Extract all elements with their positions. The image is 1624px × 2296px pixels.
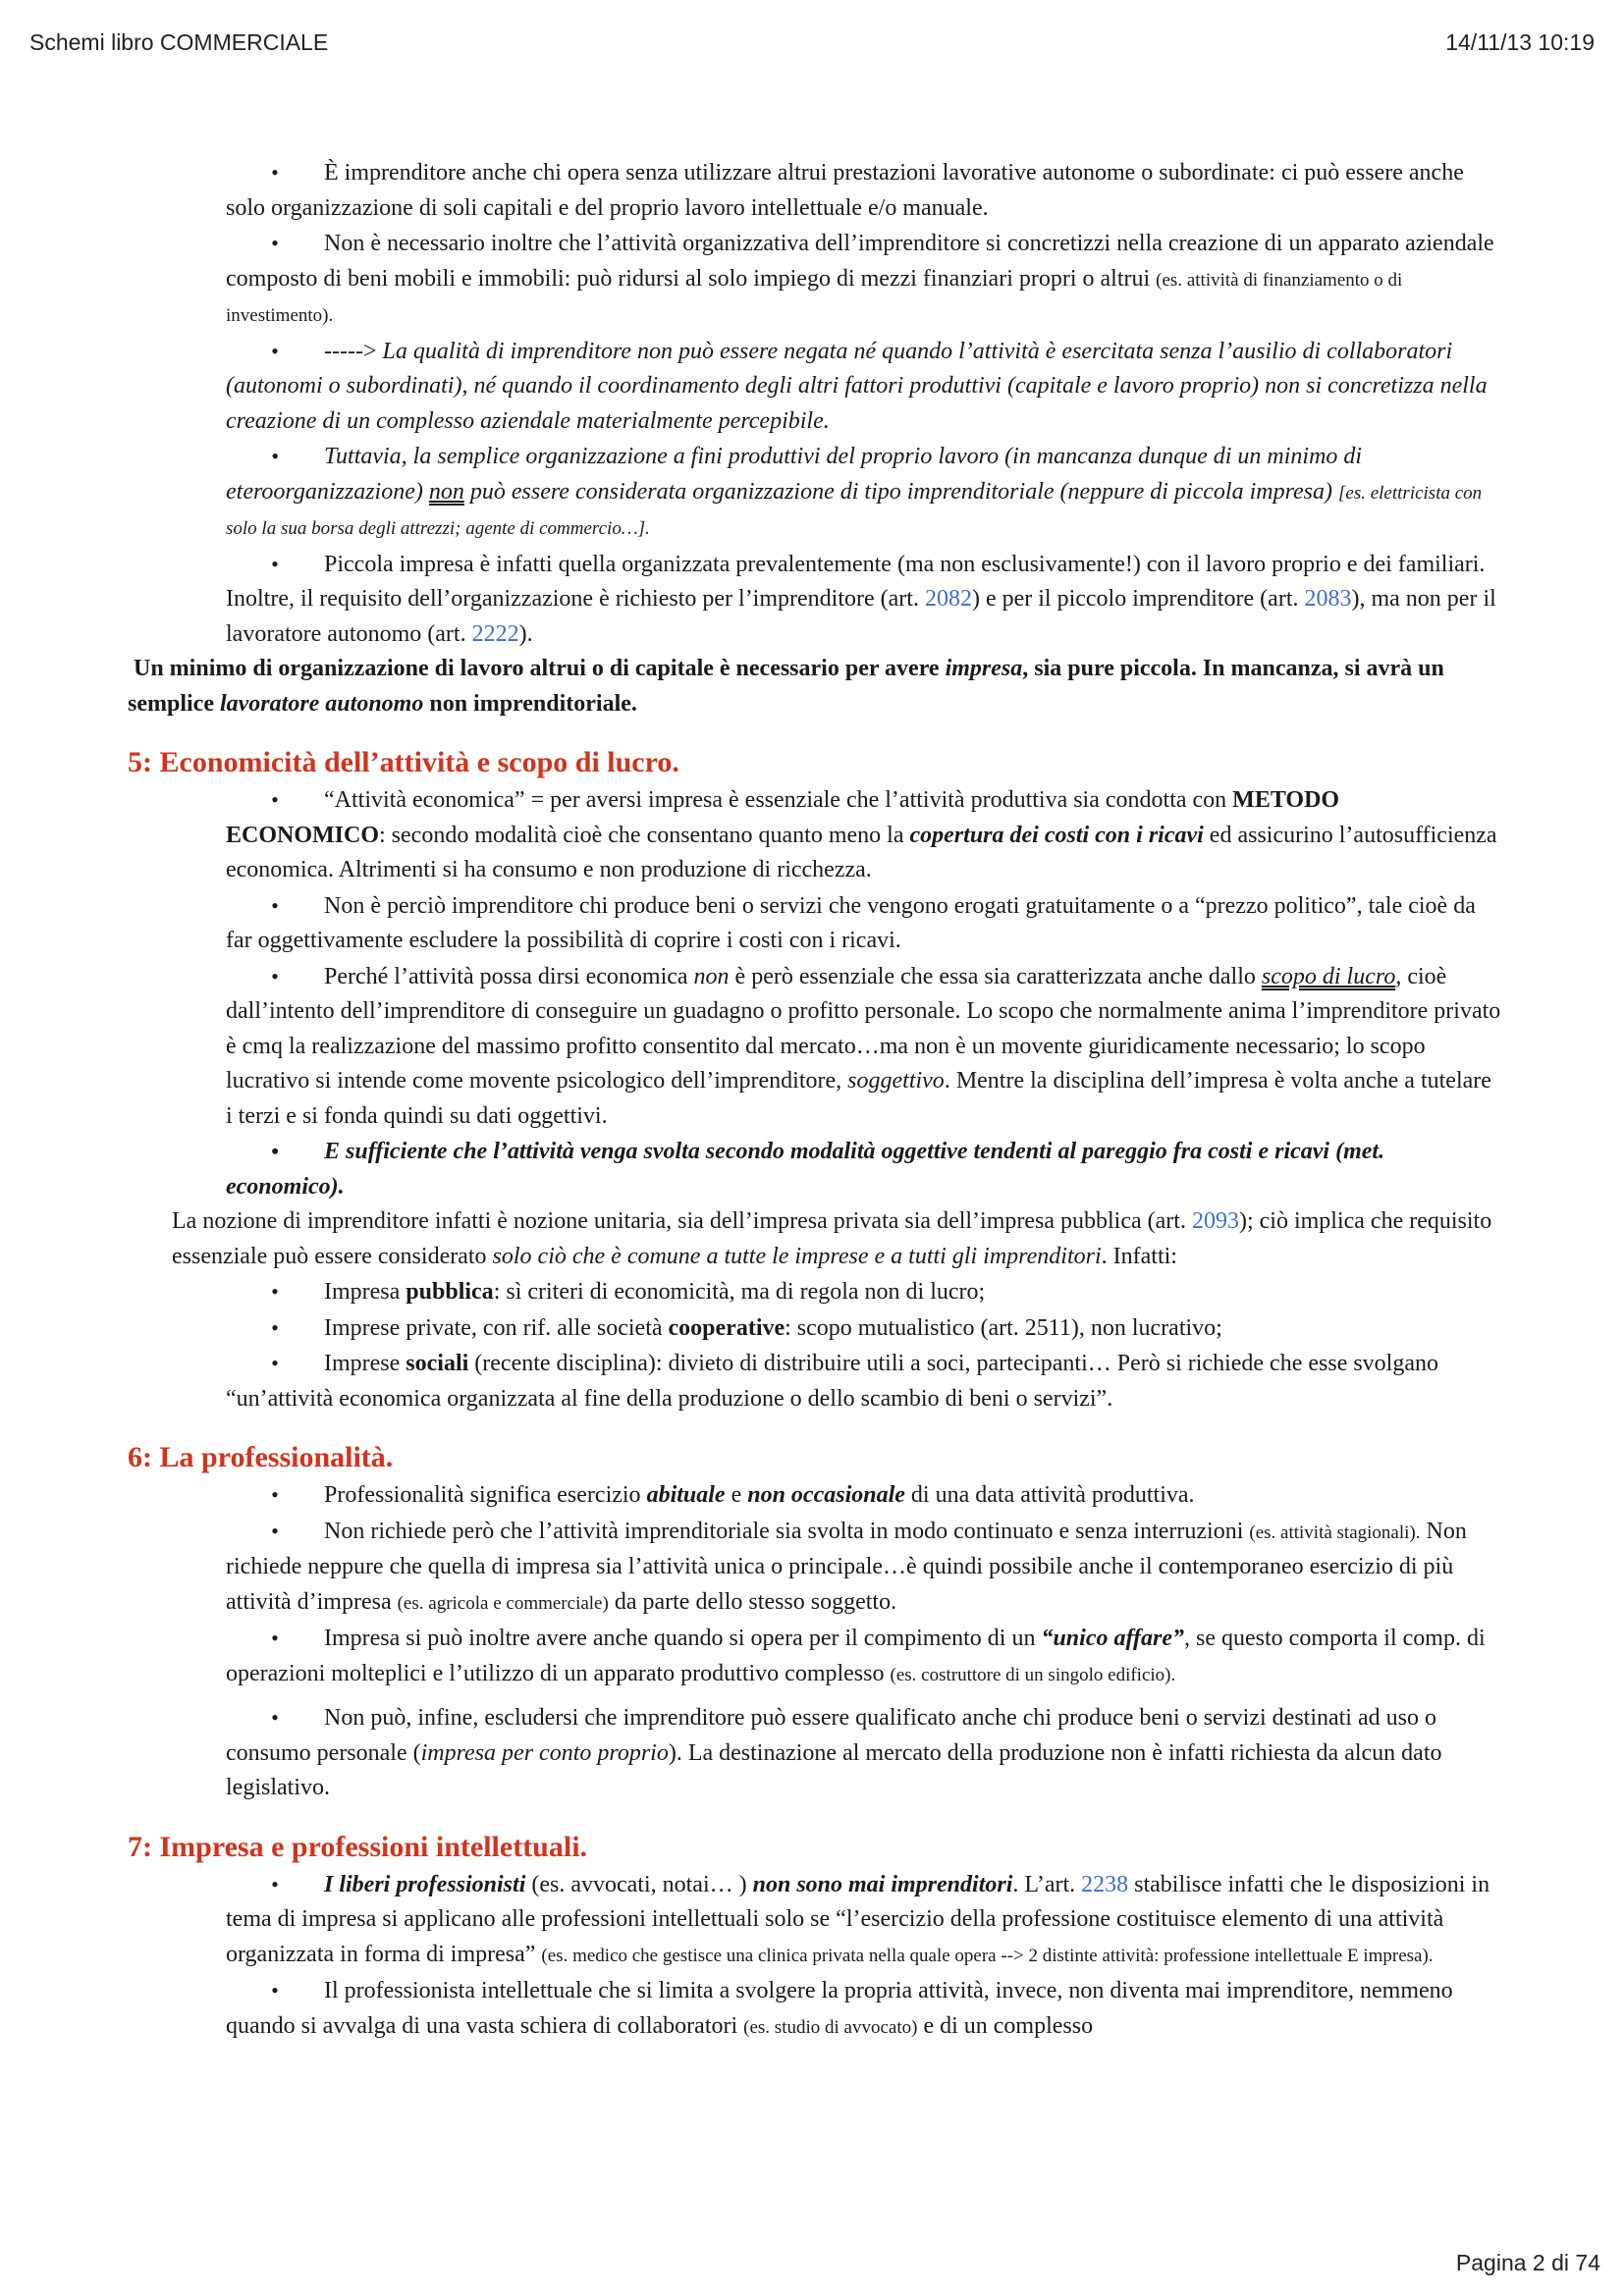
bullet-icon <box>226 1310 324 1347</box>
s6-bullet-3: •Impresa si può inoltre avere anche quando si opera per il compimento di un “unico affare”, se questo comporta il comp. di operazioni molteplici e l’utilizzo di un apparato produttivo complesso (es. costruttore di un singolo edificio). <box>128 1621 1502 1692</box>
article-link-2082[interactable]: 2082 <box>924 586 972 612</box>
bullet-icon <box>226 334 324 370</box>
bullet-icon <box>226 1973 324 2009</box>
article-link-2222[interactable]: 2222 <box>471 620 519 647</box>
bullet-icon <box>226 155 324 191</box>
intro-bullet-3: •-----> La qualità di imprenditore non può essere negata né quando l’attività è esercitata senza l’ausilio di collaboratori (autonomi o subordinati), né quando il coordinamento degli altri fattori produttivi (capitale e lavoro proprio) non si concretizza nella creazione di un complesso aziendale materialmente percepibile. <box>128 334 1502 440</box>
bullet-icon <box>226 1346 324 1382</box>
intro-bullet-1: •È imprenditore anche chi opera senza utilizzare altrui prestazioni lavorative autonome o subordinate: ci può essere anche solo organizzazione di soli capitali e del proprio lavoro intellettuale e/o manuale. <box>128 155 1502 226</box>
page-content <box>128 155 1502 2045</box>
section-5-title: 5: Economicità dell’attività e scopo di lucro. <box>128 746 679 778</box>
article-link-2238[interactable]: 2238 <box>1081 1871 1129 1897</box>
s5-bullet-3: •Perché l’attività possa dirsi economica non è però essenziale che essa sia caratterizzata anche dallo scopo di lucro, cioè dall’intento dell’imprenditore di conseguire un guadagno o profitto personale. Lo scopo che normalmente anima l’imprenditore privato è cmq la realizzazione del massimo profitto consentito dal mercato…ma non è un movente giuridicamente necessario; lo scopo lucrativo si intende come movente psicologico dell’imprenditore, soggettivo. Mentre la disciplina dell’impresa è volta anche a tutelare i terzi e si fonda quindi su dati oggettivi. <box>128 959 1502 1135</box>
bullet-icon <box>226 1274 324 1310</box>
bullet-icon <box>226 1134 324 1170</box>
s6-bullet-2: •Non richiede però che l’attività imprenditoriale sia svolta in modo continuato e senza interruzioni (es. attività stagionali). Non richiede neppure che quella di impresa sia l’attività unica o principale…è quindi possibile anche il contemporaneo esercizio di più attività d’impresa (es. agricola e commerciale) da parte dello stesso soggetto. <box>128 1514 1502 1622</box>
bullet-icon <box>226 226 324 262</box>
bullet-icon <box>226 888 324 925</box>
print-datetime: 14/11/13 10:19 <box>1445 29 1595 55</box>
s5-bullet-2: •Non è perciò imprenditore chi produce beni o servizi che vengono erogati gratuitamente o a “prezzo politico”, tale cioè da far oggettivamente escludere la possibilità di coprire i costi con i ricavi. <box>128 888 1502 959</box>
s5-list-1: •Impresa pubblica: sì criteri di economicità, ma di regola non di lucro; <box>128 1274 1502 1310</box>
s7-bullet-1: •I liberi professionisti (es. avvocati, notai… ) non sono mai imprenditori. L’art. 2238 stabilisce infatti che le disposizioni in tema di impresa si applicano alle professioni intellettuali solo se “l’esercizio della professione costituisce elemento di una attività organizzata in forma di impresa” (es. medico che gestisce una clinica privata nella quale opera --> 2 distinte attività: professione intellettuale E impresa). <box>128 1867 1502 1974</box>
intro-bold-note: Un minimo di organizzazione di lavoro altrui o di capitale è necessario per avere impresa, sia pure piccola. In mancanza, si avrà un semplice lavoratore autonomo non imprenditoriale. <box>128 656 1444 717</box>
intro-bullet-2: •Non è necessario inoltre che l’attività organizzativa dell’imprenditore si concretizzi nella creazione di un apparato aziendale composto di beni mobili e immobili: può ridursi al solo impiego di mezzi finanziari propri o altrui (es. attività di finanziamento o di investimento). <box>128 226 1502 334</box>
s7-bullet-2: •Il professionista intellettuale che si limita a svolgere la propria attività, invece, non diventa mai imprenditore, nemmeno quando si avvalga di una vasta schiera di collaboratori (es. studio di avvocato) e di un complesso <box>128 1973 1502 2045</box>
s5-bullet-4: •E sufficiente che l’attività venga svolta secondo modalità oggettive tendenti al pareggio fra costi e ricavi (met. economico). <box>128 1134 1502 1204</box>
section-7-title: 7: Impresa e professioni intellettuali. <box>128 1830 588 1863</box>
bullet-icon <box>226 1621 324 1657</box>
s5-list-3: •Imprese sociali (recente disciplina): divieto di distribuire utili a soci, partecipanti… Però si richiede che esse svolgano “un’attività economica organizzata al fine della produzione o dello scambio di beni o servizi”. <box>128 1346 1502 1416</box>
bullet-icon <box>226 547 324 583</box>
s5-paragraph: La nozione di imprenditore infatti è nozione unitaria, sia dell’impresa privata sia dell’impresa pubblica (art. 2093); ciò implica che requisito essenziale può essere considerato solo ciò che è comune a tutte le imprese e a tutti gli imprenditori. Infatti: <box>172 1208 1492 1269</box>
bullet-icon <box>226 959 324 995</box>
page-number: Pagina 2 di 74 <box>1455 2250 1600 2275</box>
bullet-icon <box>226 1514 324 1550</box>
s6-bullet-1: •Professionalità significa esercizio abituale e non occasionale di una data attività produttiva. <box>128 1477 1502 1514</box>
s5-bullet-1: •“Attività economica” = per aversi impresa è essenziale che l’attività produttiva sia condotta con METODO ECONOMICO: secondo modalità cioè che consentano quanto meno la copertura dei costi con i ricavi ed assicurino l’autosufficienza economica. Altrimenti si ha consumo e non produzione di ricchezza. <box>128 782 1502 888</box>
intro-bullet-5: •Piccola impresa è infatti quella organizzata prevalentemente (ma non esclusivamente!) con il lavoro proprio e dei familiari. Inoltre, il requisito dell’organizzazione è richiesto per l’imprenditore (art. 2082) e per il piccolo imprenditore (art. 2083), ma non per il lavoratore autonomo (art. 2222). <box>128 547 1502 653</box>
document-title: Schemi libro COMMERCIALE <box>29 29 329 55</box>
bullet-icon <box>226 782 324 819</box>
article-link-2083[interactable]: 2083 <box>1304 586 1352 612</box>
s5-list-2: •Imprese private, con rif. alle società cooperative: scopo mutualistico (art. 2511), non lucrativo; <box>128 1310 1502 1347</box>
article-link-2093[interactable]: 2093 <box>1191 1208 1239 1234</box>
bullet-icon <box>226 1700 324 1736</box>
intro-bullet-4: •Tuttavia, la semplice organizzazione a fini produttivi del proprio lavoro (in mancanza dunque di un minimo di eteroorganizzazione) non può essere considerata organizzazione di tipo imprenditoriale (neppure di piccola impresa) [es. elettricista con solo la sua borsa degli attrezzi; agente di commercio…]. <box>128 439 1502 547</box>
bullet-icon <box>226 1477 324 1514</box>
s6-bullet-4: •Non può, infine, escludersi che imprenditore può essere qualificato anche chi produce beni o servizi destinati ad uso o consumo personale (impresa per conto proprio). La destinazione al mercato della produzione non è infatti richiesta da alcun dato legislativo. <box>128 1700 1502 1806</box>
bullet-icon <box>226 439 324 475</box>
bullet-icon <box>226 1867 324 1903</box>
section-6-title: 6: La professionalità. <box>128 1441 394 1473</box>
